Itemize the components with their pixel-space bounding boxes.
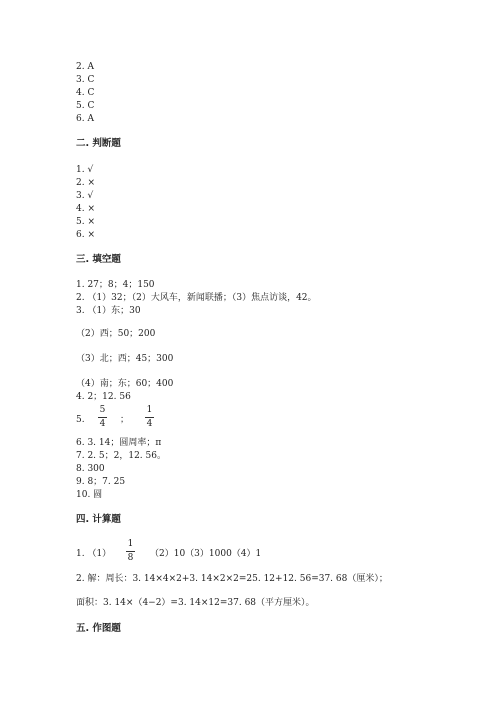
section-heading: 二. 判断题	[76, 138, 121, 149]
answer-line: 10. 圆	[76, 490, 103, 500]
answer-line: （3）北；西；45；300	[76, 354, 174, 364]
answer-line: 6. ×	[76, 230, 95, 240]
fraction	[98, 405, 107, 430]
answer-line: （4）南；东；60；400	[76, 379, 174, 389]
answer-line: 9. 8；7. 25	[76, 477, 126, 487]
answer-line: （2）西；50；200	[76, 329, 156, 339]
answer-line: 3. （1）东；30	[76, 306, 141, 316]
answer-line: 7. 2. 5；2，12. 56。	[76, 451, 166, 461]
answer-line: 1. √	[76, 165, 94, 175]
answer-line: 2. （1）32；（2）大风车，新闻联播；（3）焦点访谈，42。	[76, 293, 317, 303]
fraction-denominator: 4	[146, 419, 153, 429]
separator: ；	[120, 415, 130, 425]
section-heading: 三. 填空题	[76, 254, 121, 265]
answer-line: 2. ×	[76, 178, 95, 188]
answer-line: 6. A	[76, 114, 94, 124]
answer-number: 5.	[76, 415, 85, 425]
section-heading: 五. 作图题	[76, 623, 121, 634]
answer-line: 8. 300	[76, 464, 105, 474]
fraction-bar	[98, 417, 107, 418]
fraction-numerator: 5	[99, 405, 106, 415]
answer-line: 1. 27；8；4；150	[76, 280, 155, 290]
answer-line: 4. C	[76, 88, 95, 98]
answer-line: 2. 解：周长：3. 14×4×2+3. 14×2×2=25. 12+12. 56=37. 68（厘米）；	[76, 574, 388, 584]
fraction	[126, 539, 135, 564]
answer-number: 1. （1）	[76, 549, 112, 559]
fraction-numerator: 1	[146, 405, 153, 415]
answer-line: 面积：3. 14×（4−2）=3. 14×12=37. 68（平方厘米）。	[76, 598, 315, 608]
answer-line: 2. A	[76, 62, 94, 72]
section-heading: 四. 计算题	[76, 514, 121, 525]
answer-line: （2）10（3）1000（4）1	[150, 549, 262, 559]
answer-line: 4. 2；12. 56	[76, 392, 131, 402]
fraction-bar	[126, 551, 135, 552]
fraction-denominator: 4	[99, 419, 106, 429]
answer-line: 4. ×	[76, 204, 95, 214]
answer-line: 5. ×	[76, 217, 95, 227]
fraction-numerator: 1	[127, 539, 134, 549]
fraction	[145, 405, 154, 430]
answer-line: 3. C	[76, 75, 95, 85]
answer-line: 5. C	[76, 101, 95, 111]
answer-line: 6. 3. 14；圆周率；π	[76, 438, 162, 448]
answer-line: 3. √	[76, 191, 94, 201]
fraction-bar	[145, 417, 154, 418]
fraction-denominator: 8	[127, 553, 134, 563]
